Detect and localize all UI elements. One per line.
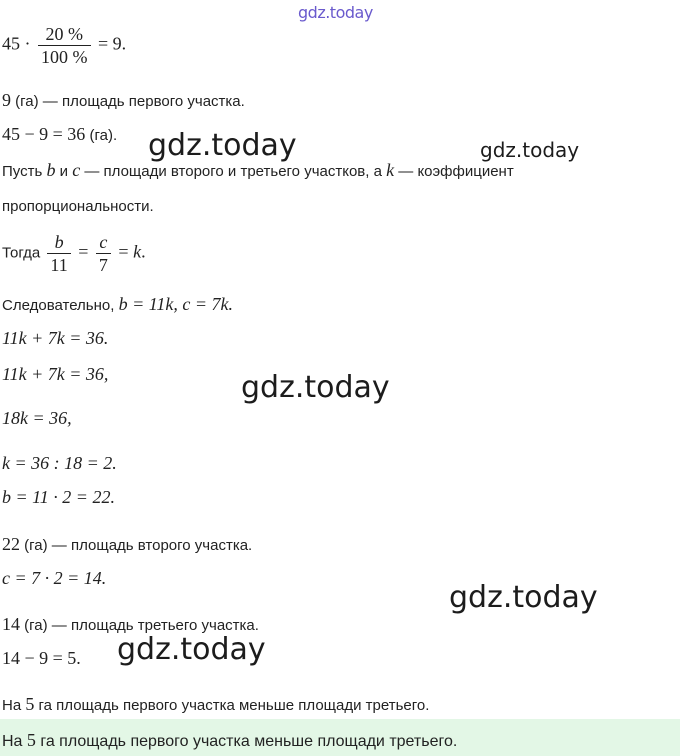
math: 11k + 7k = 36.: [2, 328, 109, 348]
equation-line: [2, 328, 108, 350]
fraction-numerator: c: [96, 232, 111, 254]
math: = 9.: [93, 33, 127, 54]
text: — коэффициент: [394, 163, 514, 180]
equation-line: [2, 453, 117, 475]
fraction-numerator: 20 %: [38, 24, 91, 46]
fraction: [38, 24, 91, 67]
equation-line: [2, 568, 106, 590]
text: га площадь первого участка меньше площади третьего.: [35, 733, 458, 750]
math: 14 − 9 = 5.: [2, 648, 81, 668]
equation-line: [2, 232, 146, 275]
text: га площадь первого участка меньше площади третьего.: [34, 697, 430, 714]
math: 11k + 7k = 36,: [2, 364, 109, 384]
math: 45 ·: [2, 33, 35, 54]
equation-line: [2, 24, 126, 67]
text: пропорциональности.: [2, 198, 154, 215]
watermark: gdz.today: [241, 370, 390, 405]
math: k: [133, 241, 142, 262]
text: На: [2, 733, 27, 750]
math: 5: [25, 694, 35, 714]
math: c = 7 · 2 = 14.: [2, 568, 107, 588]
text-line: [2, 197, 154, 217]
math: 18k = 36,: [2, 408, 72, 428]
text: (га) — площадь второго участка.: [20, 537, 253, 554]
watermark: gdz.today: [480, 138, 580, 162]
math: b: [46, 160, 56, 180]
math: 45 − 9 = 36: [2, 124, 86, 144]
math: b = 11 · 2 = 22.: [2, 487, 115, 507]
text-line: [2, 90, 245, 112]
math: =: [73, 241, 93, 262]
text-line: [2, 124, 117, 146]
text: Пусть: [2, 163, 47, 180]
equation-line: [2, 648, 81, 670]
math: 5: [26, 730, 36, 750]
text: На: [2, 697, 26, 714]
text: Следовательно,: [2, 297, 119, 314]
math: .: [141, 241, 146, 262]
math: k = 36 : 18 = 2.: [2, 453, 117, 473]
math: 9: [2, 90, 11, 110]
text: (га) — площадь первого участка.: [11, 93, 245, 110]
text: Тогда: [2, 244, 45, 262]
text-line: [2, 614, 259, 636]
watermark: gdz.today: [449, 580, 598, 615]
equation-line: [2, 364, 108, 386]
text: (га).: [85, 127, 118, 144]
equation-line: [2, 408, 72, 430]
text-line: [2, 694, 429, 716]
math: k: [386, 160, 395, 180]
watermark-top: gdz.today: [298, 3, 373, 22]
fraction: [96, 232, 111, 275]
fraction-denominator: 7: [98, 255, 108, 275]
text-line: [2, 534, 252, 556]
math: b = 11k, c = 7k.: [118, 294, 234, 314]
watermark: gdz.today: [148, 128, 297, 163]
text: (га) — площадь третьего участка.: [20, 617, 259, 634]
text: — площади второго и третьего участков, а: [80, 163, 387, 180]
fraction-denominator: 100 %: [41, 47, 88, 67]
text: и: [55, 163, 73, 180]
equation-line: [2, 487, 115, 509]
math: =: [113, 241, 134, 262]
watermark: gdz.today: [117, 632, 266, 667]
fraction-numerator: b: [47, 232, 70, 254]
text-line: [2, 160, 514, 182]
fraction-denominator: 11: [50, 255, 68, 275]
math: c: [72, 160, 81, 180]
math: 22: [2, 534, 20, 554]
fraction: [47, 232, 70, 275]
text-line: [2, 294, 233, 316]
answer-line: [2, 730, 457, 752]
math: 14: [2, 614, 20, 634]
